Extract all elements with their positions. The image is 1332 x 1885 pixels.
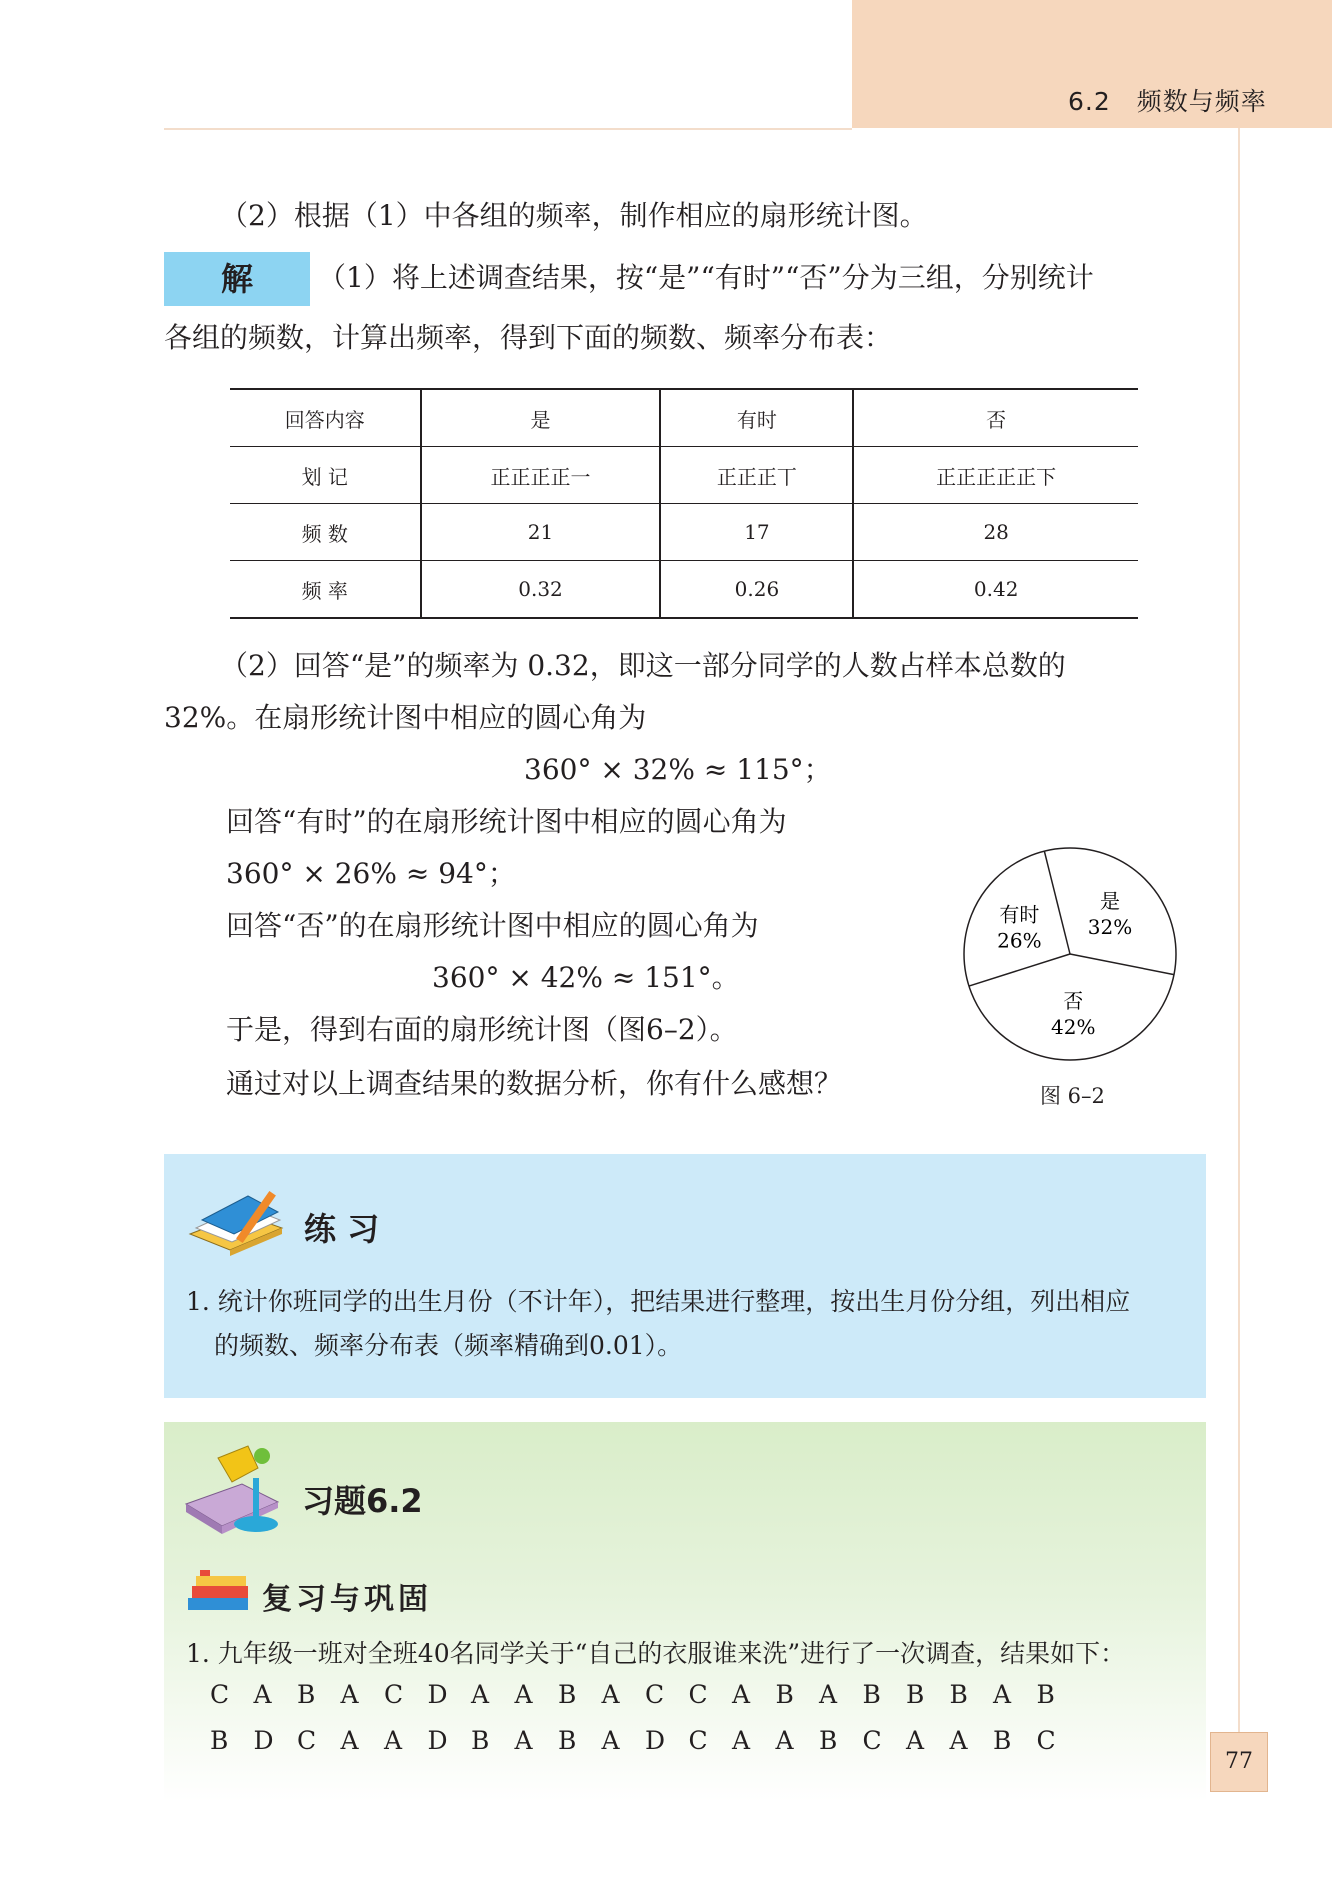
- survey-answer: B: [1036, 1680, 1055, 1709]
- survey-answer: C: [645, 1680, 665, 1709]
- survey-answer: B: [906, 1680, 925, 1709]
- survey-row-1: [210, 1680, 1080, 1709]
- figure-caption: 图 6–2: [1040, 1084, 1105, 1108]
- section-title: 6.2 频数与频率: [1068, 87, 1267, 116]
- survey-answer: D: [427, 1680, 448, 1709]
- table-cell: 21: [421, 504, 661, 561]
- table-row: [230, 561, 1138, 619]
- equation-1: 360° × 32% ≈ 115°；: [524, 753, 832, 786]
- solution-line-1: （1）将上述调查结果，按“是”“有时”“否”分为三组，分别统计: [318, 261, 1094, 294]
- table-cell: 频 率: [230, 561, 421, 619]
- question-2: （2）根据（1）中各组的频率，制作相应的扇形统计图。: [220, 199, 928, 232]
- survey-answer: A: [819, 1680, 838, 1709]
- survey-answer: C: [1036, 1726, 1056, 1755]
- pie-chart: [960, 844, 1180, 1064]
- survey-answer: A: [732, 1680, 751, 1709]
- survey-answer: D: [427, 1726, 448, 1755]
- books-icon: [186, 1568, 256, 1614]
- table-cell: 频 数: [230, 504, 421, 561]
- survey-answer: A: [732, 1726, 751, 1755]
- margin-rule: [1238, 128, 1240, 1778]
- survey-answer: A: [340, 1680, 359, 1709]
- survey-answer: B: [558, 1680, 577, 1709]
- survey-answer: A: [993, 1680, 1012, 1709]
- survey-answer: A: [601, 1726, 620, 1755]
- survey-answer: D: [645, 1726, 666, 1755]
- table-cell: 划 记: [230, 447, 421, 504]
- survey-answer: B: [210, 1726, 229, 1755]
- table-cell: 17: [660, 504, 853, 561]
- survey-answer: C: [688, 1680, 708, 1709]
- table-header-cell: 否: [853, 389, 1138, 447]
- table-header-cell: 是: [421, 389, 661, 447]
- exercise-subtitle: 复习与巩固: [262, 1582, 432, 1617]
- table-cell: 0.42: [853, 561, 1138, 619]
- survey-answer: A: [384, 1726, 403, 1755]
- survey-answer: D: [253, 1726, 274, 1755]
- survey-answer: C: [384, 1680, 404, 1709]
- survey-answer: C: [210, 1680, 230, 1709]
- survey-answer: B: [819, 1726, 838, 1755]
- survey-answer: C: [862, 1726, 882, 1755]
- pie-label-yes: 是: [1099, 888, 1120, 913]
- survey-answer: A: [775, 1726, 794, 1755]
- table-header-cell: 有时: [660, 389, 853, 447]
- pie-pct-no: 42%: [1051, 1014, 1096, 1039]
- survey-answer: B: [775, 1680, 794, 1709]
- frequency-table: [230, 388, 1138, 619]
- survey-answer: A: [949, 1726, 968, 1755]
- table-header-cell: 回答内容: [230, 389, 421, 447]
- survey-answer: A: [340, 1726, 359, 1755]
- header-rule: [164, 128, 852, 130]
- page-number: 77: [1210, 1732, 1268, 1792]
- survey-answer: A: [253, 1680, 272, 1709]
- pie-pct-sometimes: 26%: [997, 928, 1042, 953]
- practice-title: 练 习: [304, 1210, 380, 1248]
- table-row: [230, 447, 1138, 504]
- part2-line-5: 于是，得到右面的扇形统计图（图6–2）。: [226, 1013, 738, 1046]
- desk-lamp-book-icon: [182, 1444, 292, 1544]
- part2-line-3: 回答“有时”的在扇形统计图中相应的圆心角为: [226, 805, 787, 838]
- notebook-pencil-icon: [182, 1184, 288, 1264]
- survey-answer: A: [471, 1680, 490, 1709]
- part2-line-2: 32%。在扇形统计图中相应的圆心角为: [164, 701, 647, 734]
- survey-answer: B: [862, 1680, 881, 1709]
- survey-row-2: [210, 1726, 1080, 1755]
- survey-answer: B: [297, 1680, 316, 1709]
- table-cell: 28: [853, 504, 1138, 561]
- practice-item-1-line-1: 1. 统计你班同学的出生月份（不计年），把结果进行整理，按出生月份分组，列出相应: [186, 1287, 1131, 1316]
- solution-label: 解: [164, 252, 310, 306]
- part2-line-1: （2）回答“是”的频率为 0.32，即这一部分同学的人数占样本总数的: [220, 649, 1066, 682]
- survey-answer: A: [514, 1726, 533, 1755]
- pie-label-no: 否: [1063, 988, 1084, 1013]
- table-cell: 正正正正正下: [853, 447, 1138, 504]
- exercise-title: 习题6.2: [302, 1482, 423, 1520]
- survey-answer: C: [297, 1726, 317, 1755]
- part2-line-6: 通过对以上调查结果的数据分析，你有什么感想？: [226, 1067, 843, 1100]
- survey-answer: A: [601, 1680, 620, 1709]
- survey-answer: B: [558, 1726, 577, 1755]
- exercise-item-1: 1. 九年级一班对全班40名同学关于“自己的衣服谁来洗”进行了一次调查，结果如下：: [186, 1639, 1126, 1668]
- table-cell: 正正正正一: [421, 447, 661, 504]
- equation-2: 360° × 26% ≈ 94°；: [226, 857, 516, 890]
- survey-answer: A: [514, 1680, 533, 1709]
- part2-line-4: 回答“否”的在扇形统计图中相应的圆心角为: [226, 909, 759, 942]
- survey-answer: A: [906, 1726, 925, 1755]
- pie-label-sometimes: 有时: [999, 902, 1040, 927]
- table-cell: 0.26: [660, 561, 853, 619]
- survey-answer: C: [688, 1726, 708, 1755]
- table-row: [230, 504, 1138, 561]
- pie-pct-yes: 32%: [1087, 914, 1133, 939]
- equation-3: 360° × 42% ≈ 151°。: [432, 961, 740, 994]
- practice-item-1-line-2: 的频数、频率分布表（频率精确到0.01）。: [214, 1331, 683, 1360]
- survey-answer: B: [993, 1726, 1012, 1755]
- table-cell: 0.32: [421, 561, 661, 619]
- table-header-row: [230, 389, 1138, 447]
- solution-line-2: 各组的频数，计算出频率，得到下面的频数、频率分布表：: [164, 321, 893, 354]
- survey-answer: B: [949, 1680, 968, 1709]
- survey-answer: B: [471, 1726, 490, 1755]
- table-cell: 正正正丅: [660, 447, 853, 504]
